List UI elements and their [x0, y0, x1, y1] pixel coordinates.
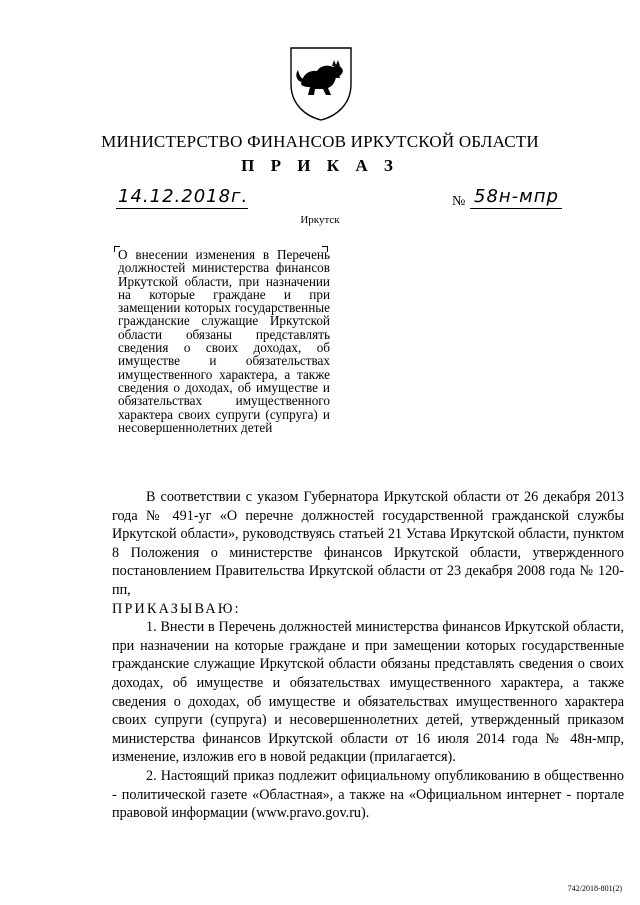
number-label: № — [452, 194, 466, 209]
preamble-paragraph: В соответствии с указом Губернатора Иркутской области от 26 декабря 2013 года № 491-уг «О перечне должностей государственной гражданской службы Иркутской области», руководствуясь статьей 21 Устава Иркутской области, пунктом 8 Положения о министерстве финансов Иркутской области, утвержденного постановлением Правительства Иркутской области от 23 декабря 2008 года № 120-пп, — [112, 489, 624, 598]
item-1-paragraph: 1. Внести в Перечень должностей министерства финансов Иркутской области, при назначении на которые граждане и при замещении которых государственные гражданские служащие Иркутской области обязаны представлять сведения о своих доходах, об имуществе и обязательствах имущественного характера, а также сведения о доходах, об имуществе и обязательствах имущественного характера своих супруги (супруга) и несовершеннолетних детей, утвержденный приказом министерства финансов Иркутской области от 16 июля 2014 года № 48н-мпр, изменение, изложив его в новой редакции (прилагается). — [112, 619, 624, 766]
footer-code: 742/2018-801(2) — [567, 884, 622, 893]
item-2-paragraph: 2. Настоящий приказ подлежит официальному опубликованию в общественно - политической газете «Областная», а также на «Официальном интернет - портале правовой информации (www.pravo.gov.ru). — [112, 767, 624, 822]
ministry-title: МИНИСТЕРСТВО ФИНАНСОВ ИРКУТСКОЙ ОБЛАСТИ — [101, 132, 539, 151]
coat-of-arms-icon — [287, 44, 355, 122]
city-label: Иркутск — [300, 214, 340, 226]
document-type-title: П Р И К А З — [241, 156, 399, 175]
document-body — [112, 488, 624, 823]
date-field — [116, 186, 248, 209]
handwritten-number: 58н-мпр — [474, 186, 559, 207]
order-keyword: ПРИКАЗЫВАЮ: — [112, 600, 241, 617]
subject-heading: О внесении изменения в Перечень должностей министерства финансов Иркутской области, при назначении на которые граждане и при замещении которых государственные гражданские служащие Иркутской области обязаны представлять сведения о своих доходах, об имуществе и обязательствах имущественного характера, а также сведения о доходах, об имуществе и обязательствах имущественного характера своих супруги (супруга) и несовершеннолетних детей — [118, 247, 330, 435]
handwritten-date: 14.12.2018г. — [118, 186, 249, 207]
number-field — [470, 186, 562, 209]
